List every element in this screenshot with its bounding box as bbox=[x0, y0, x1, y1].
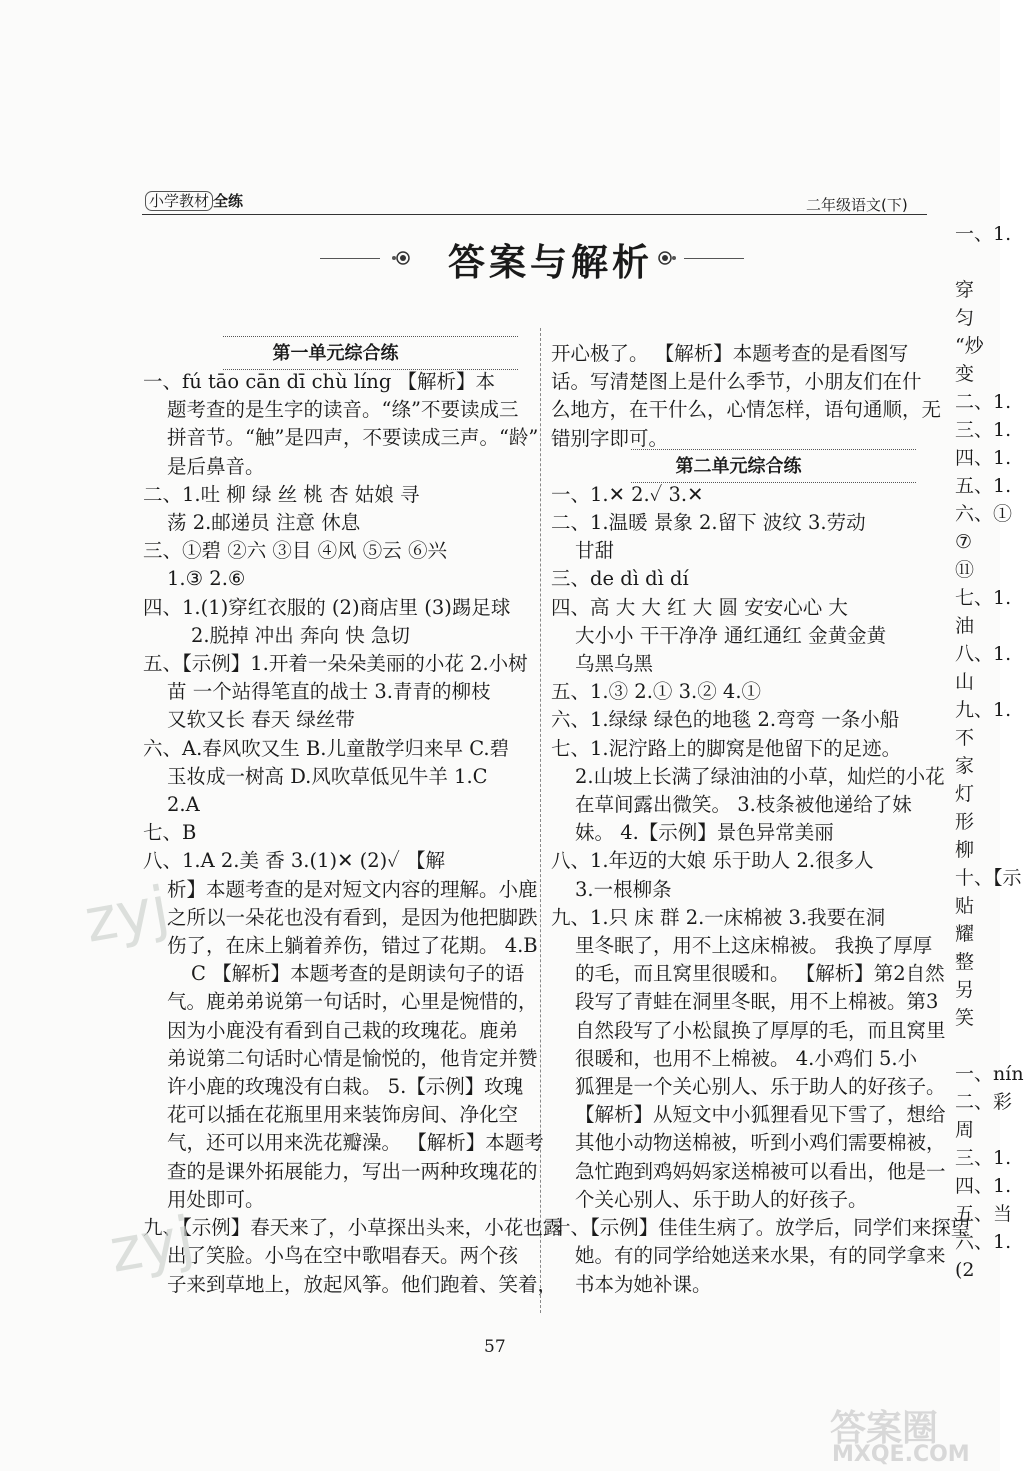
answer-line: 自然段写了小松鼠换了厚厚的毛，而且窝里 bbox=[575, 1018, 946, 1042]
answer-line: 析】本题考查的是对短文内容的理解。小鹿 bbox=[167, 877, 538, 901]
watermark: zyj bbox=[104, 1203, 200, 1287]
answer-line: 2.脱掉 冲出 奔向 快 急切 bbox=[191, 623, 410, 647]
answer-line: 个关心别人、乐于助人的好孩子。 bbox=[575, 1187, 868, 1211]
answer-line: 书本为她补课。 bbox=[575, 1272, 712, 1296]
answer-line: 是后鼻音。 bbox=[167, 454, 265, 478]
book-brand bbox=[145, 190, 243, 211]
answer-line: 出了笑脸。小鸟在空中歌唱春天。两个孩 bbox=[167, 1244, 519, 1268]
answer-line: 三、de dì dì dí bbox=[551, 567, 689, 591]
answer-line: 伤了，在床上躺着养伤，错过了花期。 4.B bbox=[167, 934, 538, 958]
answer-line: 大小小 干干净净 通红通红 金黄金黄 bbox=[575, 623, 887, 647]
title-block bbox=[320, 232, 700, 282]
answer-line: 题考查的是生字的读音。“绦”不要读成三 bbox=[167, 398, 519, 422]
brand-bold: 全练 bbox=[213, 192, 244, 210]
answer-line: 话。写清楚图上是什么季节，小朋友们在什 bbox=[551, 370, 922, 394]
answer-line: 子来到草地上，放起风筝。他们跑着、笑着， bbox=[167, 1272, 558, 1296]
answer-line: 的毛，而且窝里很暖和。 【解析】第2自然 bbox=[575, 962, 945, 986]
answer-line: 九、【示例】春天来了，小草探出头来，小花也露 bbox=[143, 1216, 563, 1240]
page-number: 57 bbox=[484, 1337, 506, 1357]
answer-line: 拼音节。“触”是四声，不要读成三声。“龄” bbox=[167, 426, 539, 450]
answer-line: 五、【示例】1.开着一朵朵美丽的小花 2.小树 bbox=[143, 652, 528, 676]
answer-line: 乌黑乌黑 bbox=[575, 652, 654, 676]
answer-line: 里冬眠了，用不上这床棉被。 我换了厚厚 bbox=[575, 934, 933, 958]
answer-line: 气，还可以用来洗花瓣澡。 【解析】本题考 bbox=[167, 1131, 544, 1155]
title-line-left bbox=[320, 258, 380, 259]
next-page-edge: 一、1. 穿 匀 “炒 变 二、1. 三、1. 四、1. 五、1. 六、① ⑦ ⑪ 七、1. 油 八、1. 山 九、1. 不 家 灯 形 柳 十、【示 贴 耀 整 另 笑 一、nín 二、彩 周 三、1. 四、1. 五、当 六、1. (2 bbox=[955, 223, 1024, 1281]
answer-line: 因为小鹿没有看到自己栽的玫瑰花。鹿弟 bbox=[167, 1018, 519, 1042]
section-title-unit-2: 第二单元综合练 bbox=[551, 453, 926, 481]
answer-line: 段写了青蛙在洞里冬眠，用不上棉被。第3 bbox=[575, 990, 939, 1014]
logo-text: 答案圈 bbox=[830, 1408, 939, 1449]
answer-line: 弟说第二句话时心情是愉悦的，他肯定并赞 bbox=[167, 1046, 538, 1070]
answer-line: 【解析】从短文中小狐狸看见下雪了，想给 bbox=[575, 1103, 946, 1127]
ornament-right-icon bbox=[658, 248, 678, 268]
answer-line: 错别字即可。 bbox=[551, 426, 669, 450]
answer-line: 查的是课外拓展能力，写出一两种玫瑰花的 bbox=[167, 1159, 538, 1183]
answer-line: 二、1.温暖 景象 2.留下 波纹 3.劳动 bbox=[551, 511, 866, 535]
answer-line: 一、1.✕ 2.✓ 3.✕ bbox=[551, 482, 704, 506]
answer-line: 苗 一个站得笔直的战士 3.青青的柳枝 bbox=[167, 680, 491, 704]
answer-line: 六、A.春风吹又生 B.儿童散学归来早 C.碧 bbox=[143, 736, 510, 760]
answer-line: 1.③ 2.⑥ bbox=[167, 567, 246, 591]
answer-line: 急忙跑到鸡妈妈家送棉被可以看出，他是一 bbox=[575, 1159, 946, 1183]
answer-line: 八、1.年迈的大娘 乐于助人 2.很多人 bbox=[551, 849, 874, 873]
header-rule bbox=[142, 214, 927, 215]
answer-line: 许小鹿的玫瑰没有白栽。 5.【示例】玫瑰 bbox=[167, 1075, 524, 1099]
site-logo bbox=[830, 1400, 1000, 1471]
answer-line: 狐狸是一个关心别人、乐于助人的好孩子。 bbox=[575, 1075, 946, 1099]
answer-line: 甘甜 bbox=[575, 539, 615, 563]
grade-label: 二年级语文(下) bbox=[806, 196, 908, 214]
answer-line: 玉妆成一树高 D.风吹草低见牛羊 1.C bbox=[167, 764, 488, 788]
answer-line: 之所以一朵花也没有看到，是因为他把脚跌 bbox=[167, 905, 538, 929]
column-divider bbox=[540, 328, 541, 1313]
section-title-unit-1: 第一单元综合练 bbox=[143, 340, 528, 368]
column-left bbox=[143, 340, 563, 1299]
answer-line: 荡 2.邮递员 注意 休息 bbox=[167, 511, 361, 535]
answer-line: C 【解析】本题考查的是朗读句子的语 bbox=[191, 962, 525, 986]
answer-line: 五、1.③ 2.① 3.② 4.① bbox=[551, 680, 762, 704]
answer-line: 2.山坡上长满了绿油油的小草，灿烂的小花 bbox=[575, 764, 945, 788]
answer-line: 四、高 大 大 红 大 圆 安安心心 大 bbox=[551, 595, 848, 619]
answer-line: 七、1.泥泞路上的脚窝是他留下的足迹。 bbox=[551, 736, 902, 760]
answer-line: 八、1.A 2.美 香 3.(1)✕ (2)✓ 【解 bbox=[143, 849, 446, 873]
answer-line: 九、1.只 床 群 2.一床棉被 3.我要在洞 bbox=[551, 905, 886, 929]
answer-line: 三、①碧 ②六 ③目 ④风 ⑤云 ⑥兴 bbox=[143, 539, 447, 563]
answer-line: 很暖和，也用不上棉被。 4.小鸡们 5.小 bbox=[575, 1046, 918, 1070]
answer-line: 3.一根柳条 bbox=[575, 877, 672, 901]
answer-line: 么地方，在干什么，心情怎样，语句通顺，无 bbox=[551, 398, 942, 422]
page-title: 答案与解析 bbox=[448, 241, 653, 284]
logo-url: MXQE.COM bbox=[832, 1442, 970, 1467]
answer-line: 气。鹿弟弟说第一句话时，心里是惋惜的， bbox=[167, 990, 538, 1014]
ornament-left-icon bbox=[390, 248, 410, 268]
answer-line: 开心极了。 【解析】本题考查的是看图写 bbox=[551, 342, 909, 365]
answer-line: 一、fú tāo cān dī chù líng 【解析】本 bbox=[143, 370, 496, 393]
answer-line: 花可以插在花瓶里用来装饰房间、净化空 bbox=[167, 1103, 519, 1127]
answer-line: 用处即可。 bbox=[167, 1187, 265, 1211]
answer-line: 2.A bbox=[167, 793, 200, 817]
answer-line: 她。有的同学给她送来水果，有的同学拿来 bbox=[575, 1244, 946, 1268]
answer-line: 其他小动物送棉被，听到小鸡们需要棉被， bbox=[575, 1131, 946, 1155]
watermark: zyj bbox=[79, 873, 175, 957]
answer-line: 六、1.绿绿 绿色的地毯 2.弯弯 一条小船 bbox=[551, 708, 900, 732]
column-right bbox=[551, 340, 971, 1299]
answer-line: 二、1.吐 柳 绿 丝 桃 杏 姑娘 寻 bbox=[143, 482, 420, 506]
answer-line: 十、【示例】佳佳生病了。放学后，同学们来探望 bbox=[551, 1216, 971, 1240]
answer-line: 妹。 4.【示例】景色异常美丽 bbox=[575, 821, 834, 845]
answer-line: 在草间露出微笑。 3.枝条被他递给了妹 bbox=[575, 793, 912, 817]
answer-line: 又软又长 春天 绿丝带 bbox=[167, 708, 355, 732]
brand-boxed: 小学教材 bbox=[145, 191, 213, 211]
title-line-right bbox=[684, 258, 744, 259]
answer-line: 四、1.(1)穿红衣服的 (2)商店里 (3)踢足球 bbox=[143, 595, 511, 619]
answer-line: 七、B bbox=[143, 821, 197, 845]
